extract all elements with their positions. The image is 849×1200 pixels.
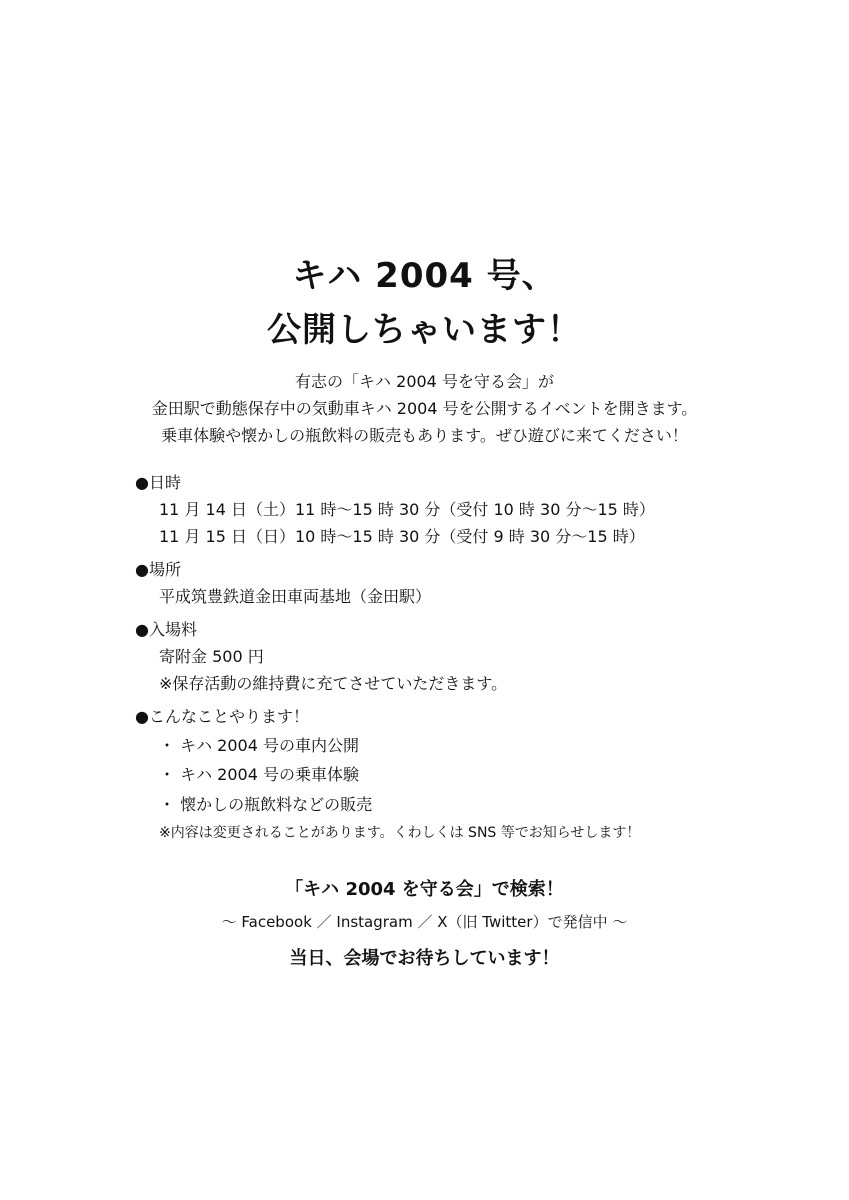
admission-note: ※保存活動の維持費に充てさせていただきます。 — [159, 674, 508, 693]
title-line-2: 公開しちゃいます！ — [267, 310, 582, 350]
activities-note: ※内容は変更されることがあります。くわしくは SNS 等でお知らせします！ — [159, 825, 641, 841]
schedule-heading: ●日時 — [135, 473, 181, 492]
closing-message: 当日、会場でお待ちしています！ — [289, 948, 560, 969]
intro-line-3: 乗車体験や懐かしの瓶飲料の販売もあります。ぜひ遊びに来てください！ — [161, 426, 688, 445]
search-callout: 「キハ 2004 を守る会」で検索！ — [285, 879, 564, 900]
title-line-1: キハ 2004 号、 — [292, 256, 557, 296]
activities-heading: ●こんなことやります！ — [135, 707, 309, 726]
activity-item: ・ キハ 2004 号の車内公開 — [159, 736, 359, 755]
activity-item: ・ キハ 2004 号の乗車体験 — [159, 765, 359, 784]
intro-line-1: 有志の「キハ 2004 号を守る会」が — [295, 372, 554, 391]
venue-place: 平成筑豊鉄道金田車両基地（金田駅） — [159, 587, 432, 606]
admission-fee: 寄附金 500 円 — [159, 647, 264, 666]
activity-item: ・ 懐かしの瓶飲料などの販売 — [159, 795, 373, 814]
intro-line-2: 金田駅で動態保存中の気動車キハ 2004 号を公開するイベントを開きます。 — [151, 399, 698, 418]
social-media-line: ～ Facebook ／ Instagram ／ X（旧 Twitter）で発信中 ～ — [221, 913, 628, 931]
venue-heading: ●場所 — [135, 560, 181, 579]
schedule-date-2: 11 月 15 日（日）10 時～15 時 30 分（受付 9 時 30 分～15 時） — [159, 527, 645, 546]
schedule-date-1: 11 月 14 日（土）11 時～15 時 30 分（受付 10 時 30 分～15 時） — [159, 500, 655, 519]
admission-heading: ●入場料 — [135, 620, 197, 639]
